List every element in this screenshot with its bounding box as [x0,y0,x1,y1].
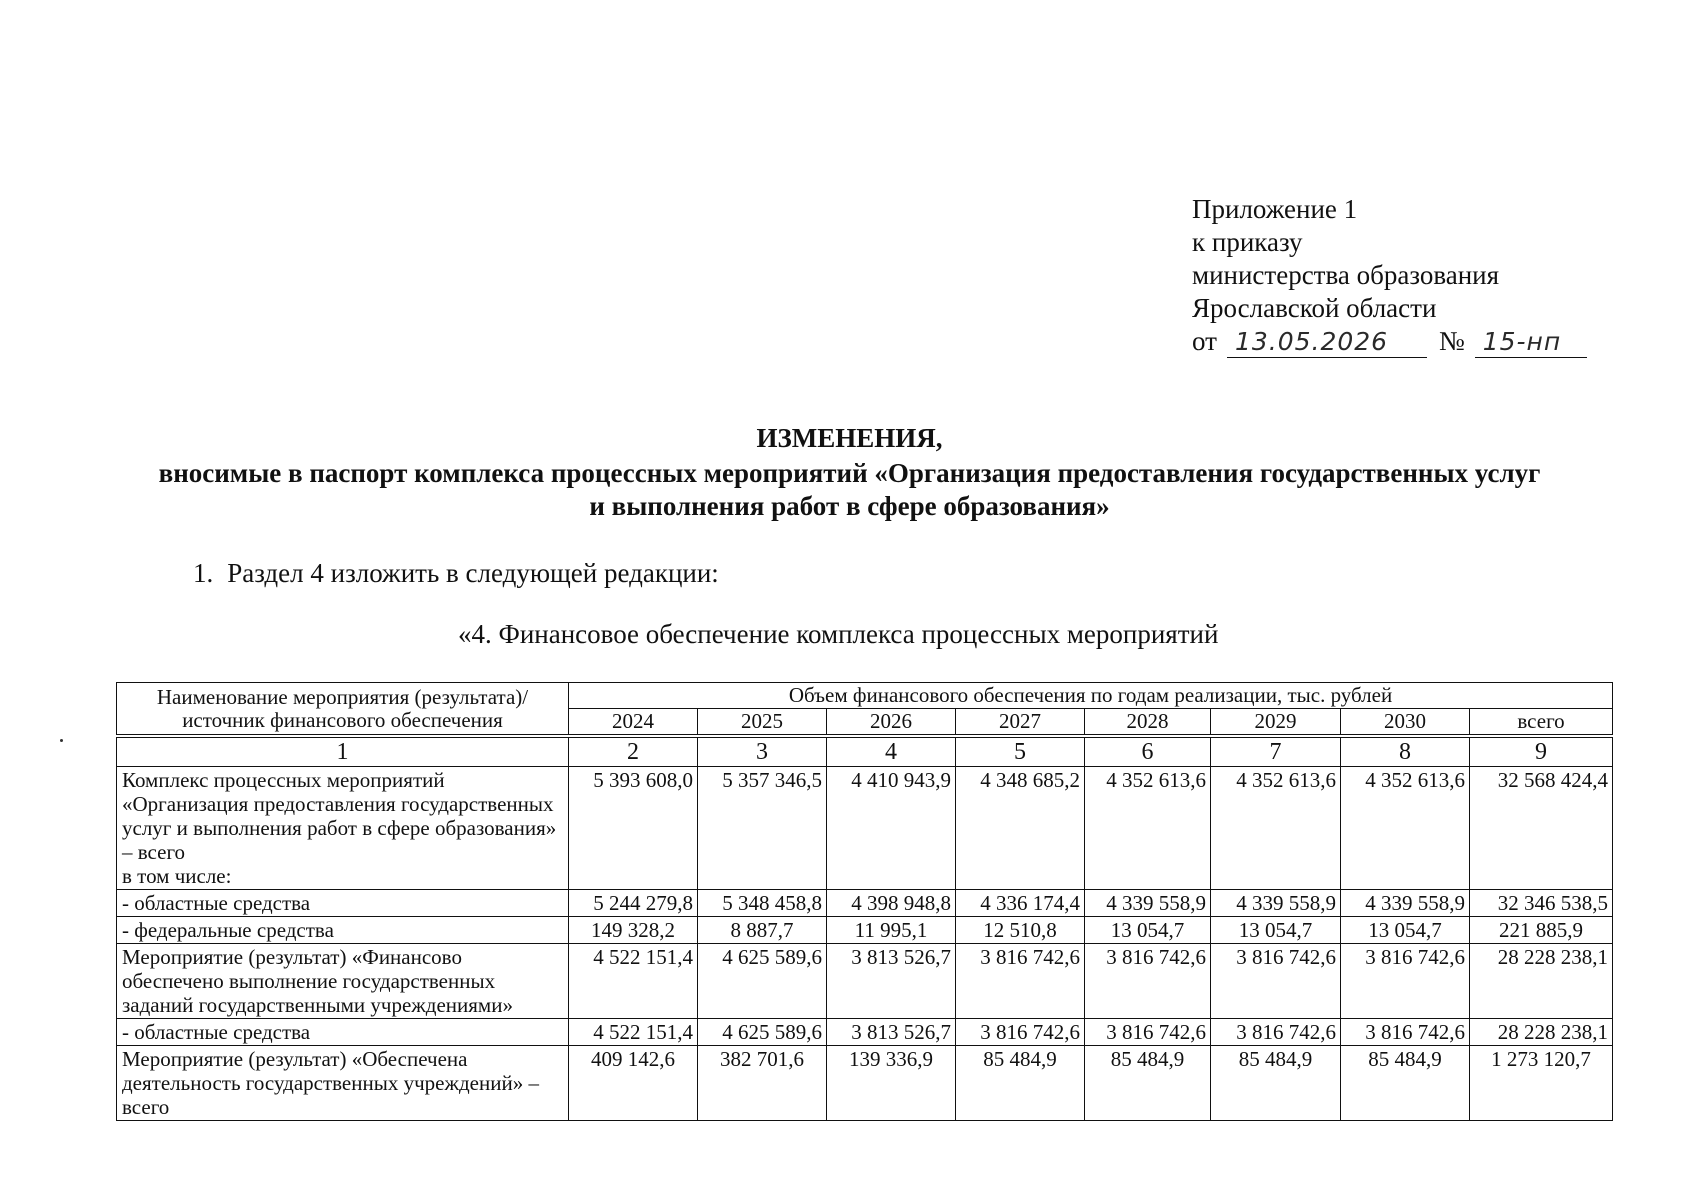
numbered-item [193,558,719,589]
row-value: 4 625 589,6 [698,944,827,1019]
row-value: 85 484,9 [956,1046,1085,1121]
year-header: всего [1470,709,1613,735]
row-value: 28 228 238,1 [1470,944,1613,1019]
row-value: 4 352 613,6 [1341,767,1470,890]
table-header-row [117,683,1613,709]
row-value: 409 142,6 [569,1046,698,1121]
column-index: 8 [1341,738,1470,767]
row-value: 5 348 458,8 [698,890,827,917]
row-value: 149 328,2 [569,917,698,944]
appendix-line-4: Ярославской области [1192,293,1437,323]
item-number: 1. [193,558,214,588]
handwritten-date: 13.05.2026 [1227,327,1427,358]
table-row [117,890,1613,917]
col-header-name: Наименование мероприятия (результата)/ источник финансового обеспечения [117,683,569,735]
row-value: 4 336 174,4 [956,890,1085,917]
row-value: 4 339 558,9 [1341,890,1470,917]
row-value: 3 816 742,6 [1085,1019,1211,1046]
column-index: 4 [827,738,956,767]
row-name: - областные средства [117,1019,569,1046]
year-header: 2027 [956,709,1085,735]
column-index: 5 [956,738,1085,767]
col-header-group: Объем финансового обеспечения по годам реализации, тыс. рублей [569,683,1613,709]
row-value: 13 054,7 [1341,917,1470,944]
row-value: 3 813 526,7 [827,944,956,1019]
row-value: 4 348 685,2 [956,767,1085,890]
appendix-line-2: к приказу [1192,227,1303,257]
row-value: 4 522 151,4 [569,944,698,1019]
column-index: 9 [1470,738,1613,767]
table-row [117,1019,1613,1046]
row-value: 1 273 120,7 [1470,1046,1613,1121]
item-text: Раздел 4 изложить в следующей редакции: [227,558,719,588]
row-value: 4 398 948,8 [827,890,956,917]
column-index: 7 [1211,738,1341,767]
document-subtitle-line-2: и выполнения работ в сфере образования» [589,491,1110,521]
year-header: 2030 [1341,709,1470,735]
year-header: 2025 [698,709,827,735]
number-sign: № [1438,326,1465,356]
year-header: 2029 [1211,709,1341,735]
row-value: 3 816 742,6 [1211,1019,1341,1046]
row-value: 4 352 613,6 [1085,767,1211,890]
row-value: 5 357 346,5 [698,767,827,890]
row-value: 4 410 943,9 [827,767,956,890]
row-value: 3 816 742,6 [1341,944,1470,1019]
handwritten-number: 15-нп [1475,327,1587,358]
table-row [117,1046,1613,1121]
row-value: 85 484,9 [1085,1046,1211,1121]
section-title: «4. Финансовое обеспечение комплекса процессных мероприятий [458,619,1219,649]
year-header: 2024 [569,709,698,735]
row-value: 221 885,9 [1470,917,1613,944]
column-index: 3 [698,738,827,767]
appendix-line-1: Приложение 1 [1192,194,1358,224]
column-index: 2 [569,738,698,767]
row-value: 4 339 558,9 [1085,890,1211,917]
column-index: 1 [117,738,569,767]
order-date-number-row [1192,325,1587,358]
row-value: 4 339 558,9 [1211,890,1341,917]
row-value: 4 522 151,4 [569,1019,698,1046]
row-value: 13 054,7 [1085,917,1211,944]
row-value: 85 484,9 [1341,1046,1470,1121]
financing-table [116,682,1613,1121]
table-row [117,767,1613,890]
row-value: 32 568 424,4 [1470,767,1613,890]
row-name: Мероприятие (результат) «Финансово обеспечено выполнение государственных заданий государственными учреждениями» [117,944,569,1019]
table-row [117,917,1613,944]
row-value: 3 816 742,6 [1211,944,1341,1019]
appendix-block [1192,193,1587,358]
row-value: 8 887,7 [698,917,827,944]
row-value: 3 813 526,7 [827,1019,956,1046]
year-header: 2026 [827,709,956,735]
row-name: - областные средства [117,890,569,917]
row-value: 4 625 589,6 [698,1019,827,1046]
row-value: 32 346 538,5 [1470,890,1613,917]
row-value: 28 228 238,1 [1470,1019,1613,1046]
row-value: 3 816 742,6 [1341,1019,1470,1046]
row-value: 5 393 608,0 [569,767,698,890]
row-value: 4 352 613,6 [1211,767,1341,890]
document-subtitle-line-1: вносимые в паспорт комплекса процессных мероприятий «Организация предоставления государственных услуг [158,458,1541,488]
year-header: 2028 [1085,709,1211,735]
row-value: 85 484,9 [1211,1046,1341,1121]
column-index: 6 [1085,738,1211,767]
table-index-row [117,738,1613,767]
row-value: 13 054,7 [1211,917,1341,944]
date-prefix: от [1192,326,1217,356]
row-value: 12 510,8 [956,917,1085,944]
table-row [117,944,1613,1019]
row-value: 5 244 279,8 [569,890,698,917]
row-value: 3 816 742,6 [956,944,1085,1019]
row-name: - федеральные средства [117,917,569,944]
row-value: 3 816 742,6 [1085,944,1211,1019]
row-value: 11 995,1 [827,917,956,944]
row-value: 382 701,6 [698,1046,827,1121]
row-value: 3 816 742,6 [956,1019,1085,1046]
document-title: ИЗМЕНЕНИЯ, [756,423,943,453]
scan-speck [60,739,63,742]
row-name: Комплекс процессных мероприятий «Организация предоставления государственных услуг и выполнения работ в сфере образования» – всего в том числе: [117,767,569,890]
row-value: 139 336,9 [827,1046,956,1121]
appendix-line-3: министерства образования [1192,260,1500,290]
row-name: Мероприятие (результат) «Обеспечена деятельность государственных учреждений» – всего [117,1046,569,1121]
